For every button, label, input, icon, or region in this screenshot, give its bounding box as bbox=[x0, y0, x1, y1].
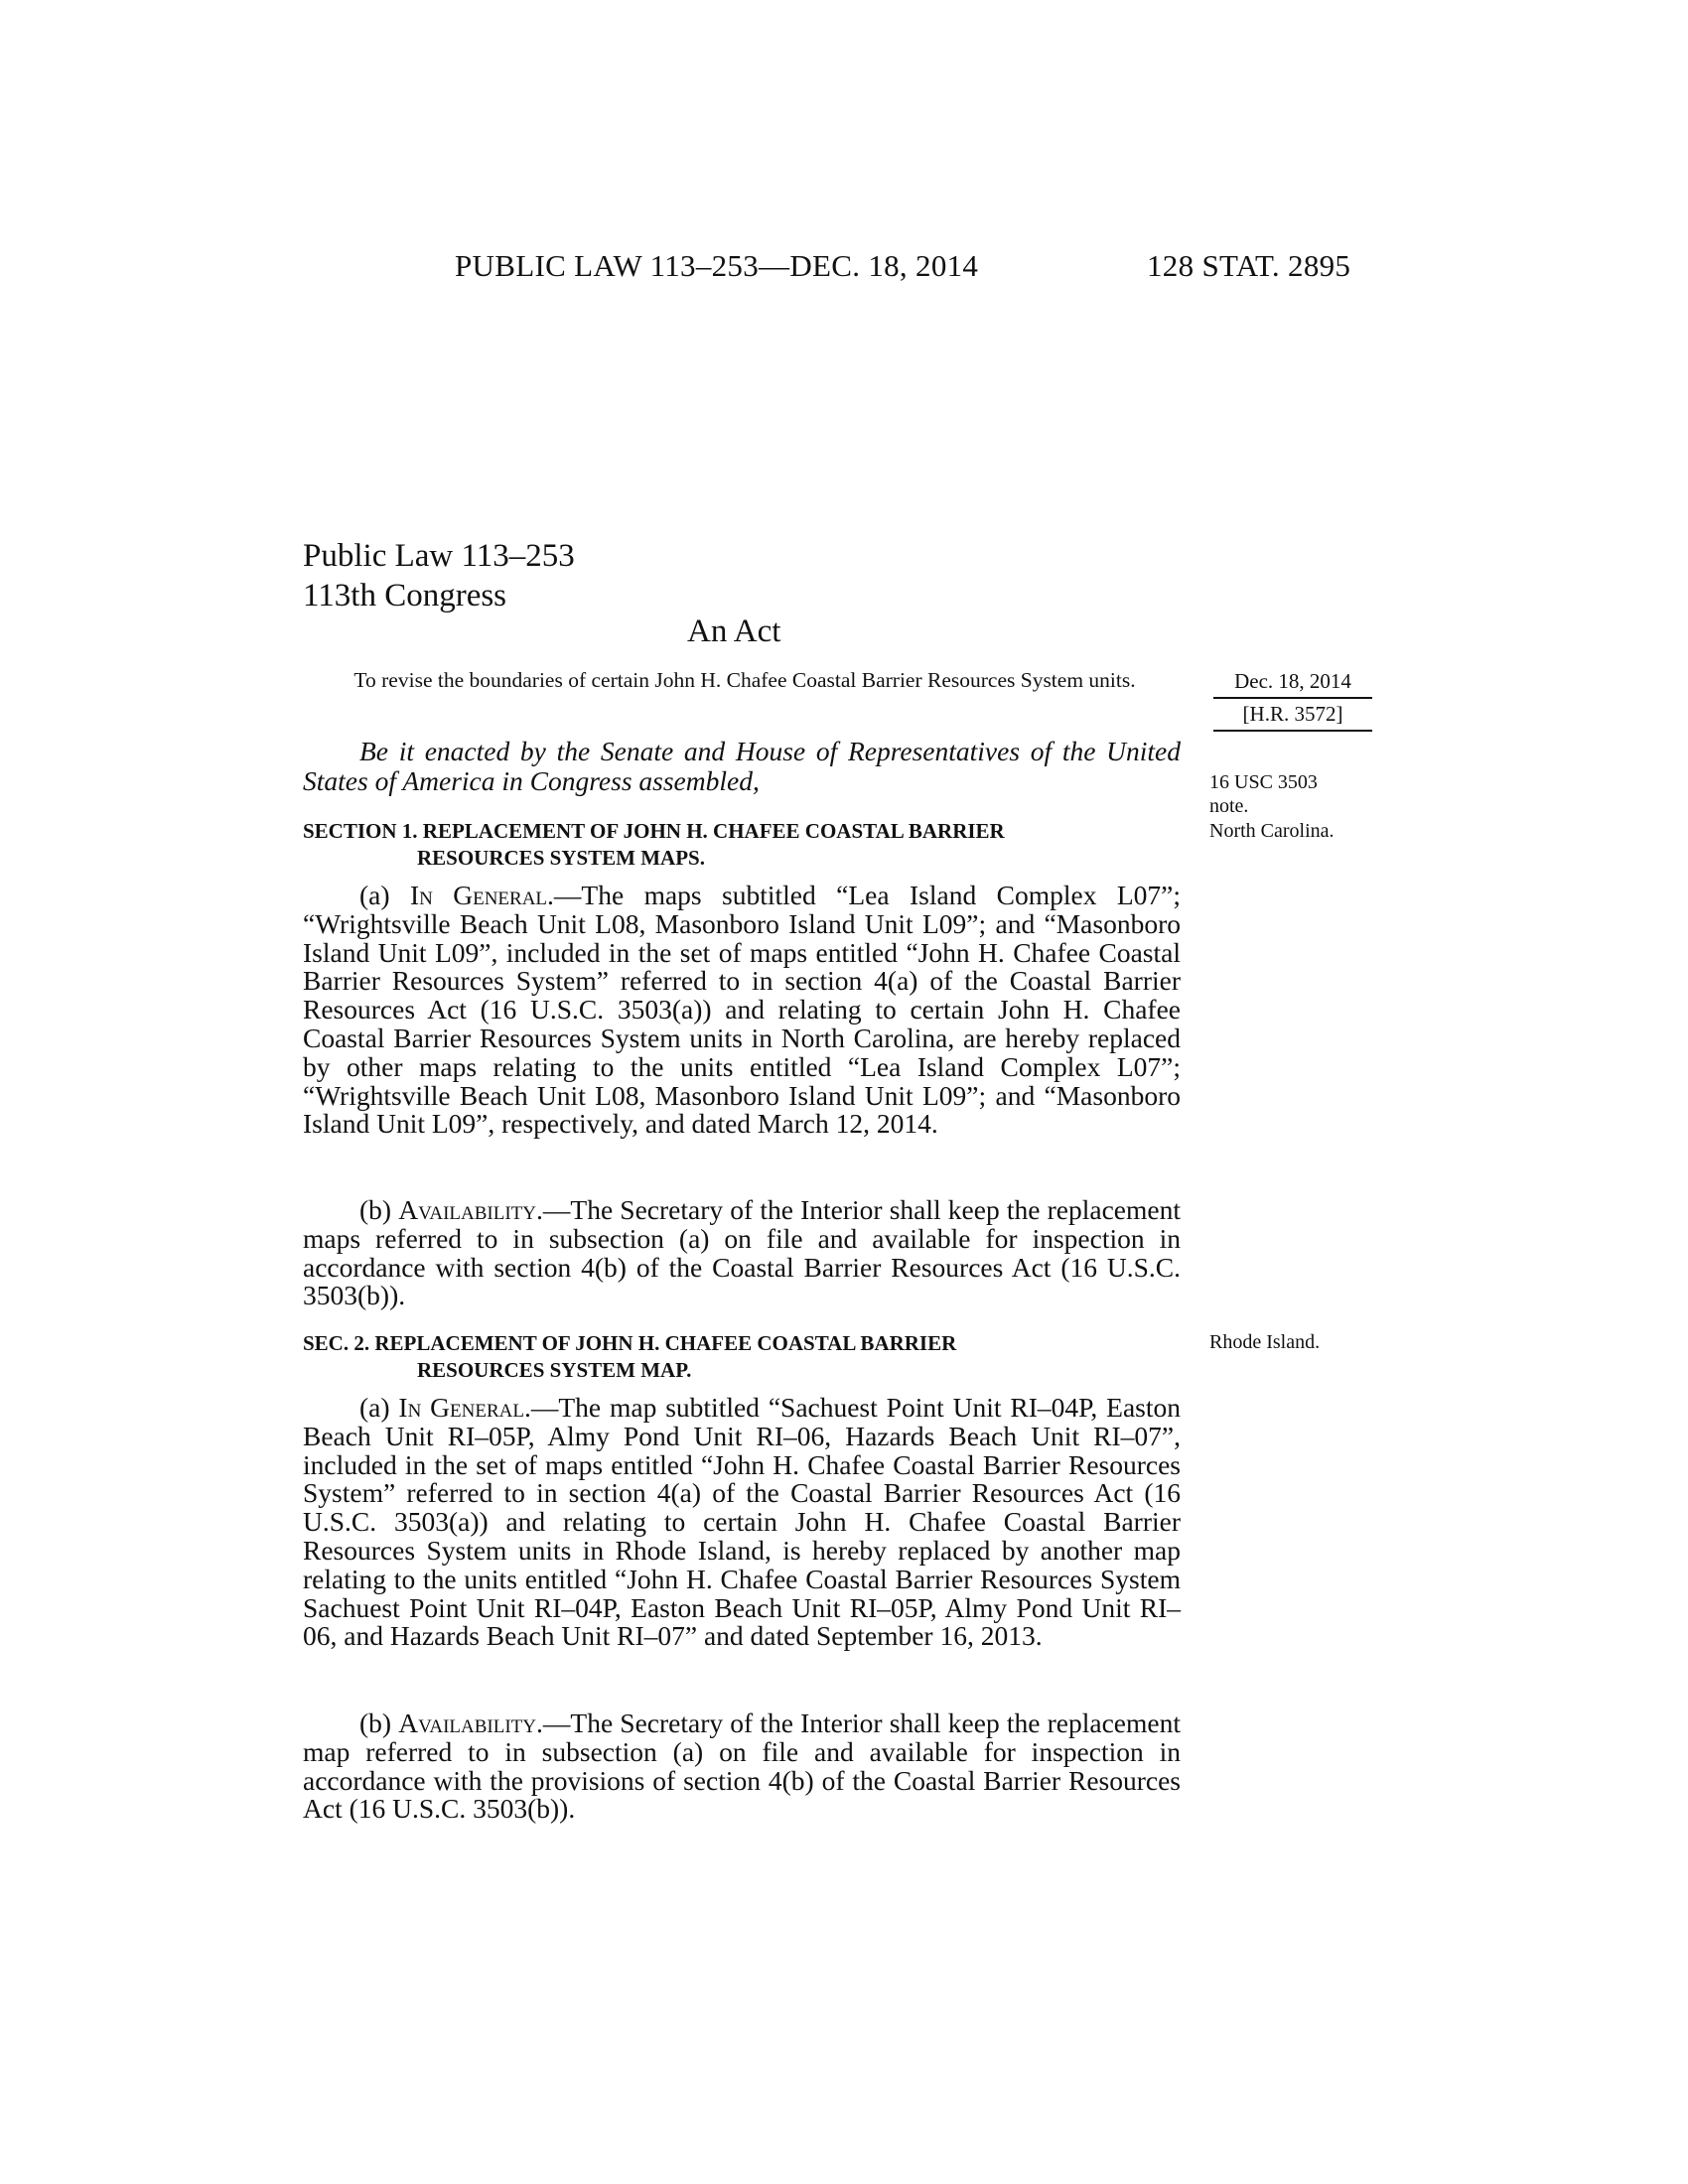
margin-date: Dec. 18, 2014 bbox=[1234, 669, 1351, 693]
subsection-label: (a) bbox=[359, 1392, 399, 1423]
subsection-text: .—The maps subtitled “Lea Island Complex L07”; “Wrightsville Beach Unit L08, Masonboro Island Unit L09”; and “Masonboro Island Unit L09”, included in the set of maps entitled “John H. Chafee Coastal Barrier Resources System” referred to in section 4(a) of the Coastal Barrier Resources Act (16 U.S.C. 3503(a)) and relating to certain John H. Chafee Coastal Barrier Resources System units in North Carolina, are hereby replaced by other maps relating to the units entitled “Lea Island Complex L07”; “Wrightsville Beach Unit L08, Masonboro Island Unit L09”; and “Masonboro Island Unit L09”, respectively, and dated March 12, 2014. bbox=[303, 880, 1181, 1140]
subsection-caption: Availability bbox=[398, 1707, 537, 1738]
section-2-heading bbox=[303, 1330, 1181, 1384]
subsection-label: (b) bbox=[359, 1707, 399, 1738]
section-2-heading-line1: SEC. 2. REPLACEMENT OF JOHN H. CHAFEE COASTAL BARRIER bbox=[303, 1331, 957, 1355]
act-heading: An Act bbox=[687, 614, 781, 649]
section-1-heading-line1: SECTION 1. REPLACEMENT OF JOHN H. CHAFEE COASTAL BARRIER bbox=[303, 819, 1005, 843]
subsection-label: (b) bbox=[359, 1194, 399, 1225]
margin-rule-bottom bbox=[1213, 730, 1372, 732]
subsection-text: .—The Secretary of the Interior shall keep the replacement maps referred to in subsection (a) on file and available for inspection in accordance with section 4(b) of the Coastal Barrier Resources Act (16 U.S.C. 3503(b)). bbox=[303, 1194, 1181, 1311]
congress-label: 113th Congress bbox=[303, 578, 507, 614]
section-1-heading bbox=[303, 818, 1181, 872]
margin-note-rhode-island: Rhode Island. bbox=[1209, 1331, 1321, 1353]
section-1-heading-line2: RESOURCES SYSTEM MAPS. bbox=[417, 846, 705, 870]
subsection-caption: In General bbox=[409, 880, 548, 910]
running-header-title: PUBLIC LAW 113–253—DEC. 18, 2014 bbox=[455, 248, 979, 283]
subsection-text: .—The Secretary of the Interior shall keep the replacement map referred to in subsection (a) on file and available for inspection in accordance with the provisions of section 4(b) of the Coastal Barrier Resources Act (16 U.S.C. 3503(b)). bbox=[303, 1707, 1181, 1825]
margin-note-usc: 16 USC 3503 note. bbox=[1209, 771, 1318, 817]
long-title: To revise the boundaries of certain John H. Chafee Coastal Barrier Resources System units. bbox=[353, 668, 1136, 692]
section-1-subsection-b bbox=[303, 1196, 1181, 1310]
subsection-caption: In General bbox=[398, 1392, 524, 1423]
section-2-heading-line2: RESOURCES SYSTEM MAP. bbox=[417, 1358, 692, 1382]
section-2-subsection-a bbox=[303, 1394, 1181, 1651]
subsection-caption: Availability bbox=[398, 1194, 537, 1225]
margin-note-north-carolina: North Carolina. bbox=[1209, 820, 1335, 842]
section-1-subsection-a bbox=[303, 882, 1181, 1139]
section-2-subsection-b bbox=[303, 1709, 1181, 1824]
statute-page-number: 128 STAT. 2895 bbox=[1147, 248, 1351, 283]
subsection-label: (a) bbox=[359, 880, 410, 910]
margin-bill-number: [H.R. 3572] bbox=[1242, 702, 1343, 726]
subsection-text: .—The map subtitled “Sachuest Point Unit RI–04P, Easton Beach Unit RI–05P, Almy Pond Unit RI–06, Hazards Beach Unit RI–07”, included in the set of maps entitled “John H. Chafee Coastal Barrier Resources System” referred to in section 4(a) of the Coastal Barrier Resources Act (16 U.S.C. 3503(a)) and relating to certain John H. Chafee Coastal Barrier Resources System units in Rhode Island, is hereby replaced by another map relating to the units entitled “John H. Chafee Coastal Barrier Resources System Sachuest Point Unit RI–04P, Easton Beach Unit RI–05P, Almy Pond Unit RI–06, and Hazards Beach Unit RI–07” and dated September 16, 2013. bbox=[303, 1392, 1181, 1652]
margin-rule-top bbox=[1213, 697, 1372, 699]
public-law-number: Public Law 113–253 bbox=[303, 538, 575, 574]
enacting-clause: Be it enacted by the Senate and House of Representatives of the United States of America in Congress assembled, bbox=[303, 736, 1181, 796]
